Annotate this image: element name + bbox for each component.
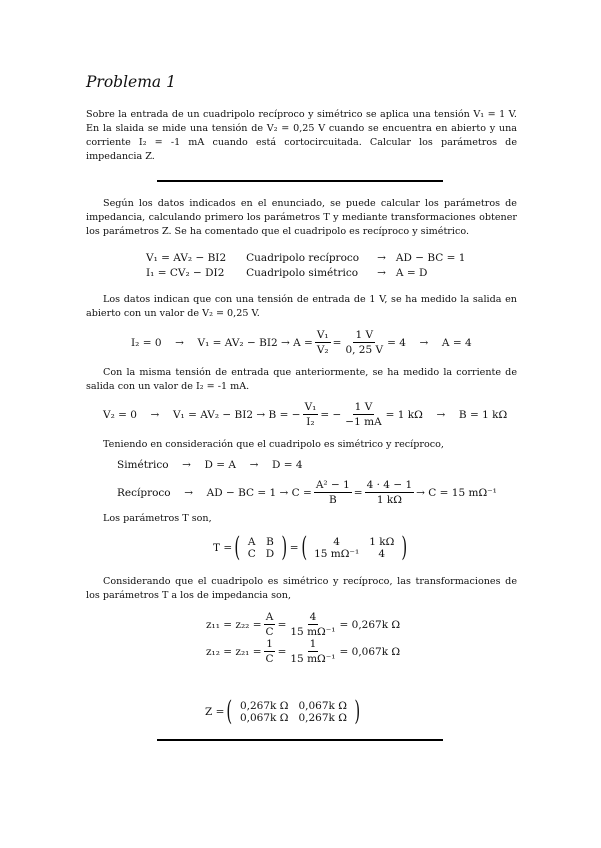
- equation-a: I₂ = 0 → V₁ = AV₂ − BI2 → A = $\frac{\text{V₁}}{\text{V₂}}$ = $\frac{1 V}{0, 25 V}$ = 4 → A = 4: [131, 329, 472, 356]
- equation-z12: z₁₂ = z₂₁ = $\frac{1}{C}$ = $\frac{1}{\text{15 mΩ⁻¹}}$ = 0,067k Ω: [206, 638, 401, 665]
- equation-row-2: I₁ = CV₂ − DI2 Cuadripolo simétrico → A = D: [146, 267, 428, 279]
- fraction: $\frac{1}{C}$: [265, 638, 274, 665]
- two-port-equations: [146, 251, 473, 281]
- equation-symmetric: Simétrico → D = A → D = 4: [117, 459, 303, 471]
- paragraph-consideration: Teniendo en consideración que el cuadripolo es simétrico y recíproco,: [103, 439, 444, 450]
- fraction: $\frac{1 V}{0, 25 V}$: [345, 329, 384, 356]
- paragraph-short-circuit: Con la misma tensión de entrada que anteriormente, se ha medido la corriente de salida con un valor de I₂ = -1 mA.: [86, 367, 517, 392]
- problem-title: Problema 1: [86, 73, 176, 91]
- paragraph-t-params: Los parámetros T son,: [103, 513, 212, 524]
- fraction: $\frac{4}{\text{15 mΩ⁻¹}}$: [290, 611, 336, 638]
- equation-reciprocal: Recíproco → AD − BC = 1 → C = $\frac{\text{A² − 1}}{B}$ = $\frac{4 \cdot 4 - 1}{1 k\Omega}$ → C = 15 mΩ⁻¹: [117, 479, 497, 506]
- equation-b: V₂ = 0 → V₁ = AV₂ − BI2 → B = − $\frac{\text{V₁}}{\text{I₂}}$ = − $\frac{1 V}{-1 mA}$ = 1 kΩ → B = 1 kΩ: [103, 401, 508, 428]
- equation-row-1: V₁ = AV₂ − BI2 Cuadripolo recíproco → AD − BC = 1: [146, 252, 466, 264]
- paragraph-intro: Según los datos indicados en el enunciado, se puede calcular los parámetros de impedancia, calculando primero los parámetros T y mediante transformaciones obtener los parámetros Z. Se ha comentado que el cuadripolo es recíproco y simétrico.: [86, 198, 517, 237]
- fraction: $\frac{\text{V₁}}{\text{I₂}}$: [304, 401, 317, 428]
- z-value-matrix: ( 0,267k Ω 0,067k Ω 0,067k Ω 0,267k Ω ): [226, 696, 361, 727]
- bottom-divider: [157, 739, 443, 741]
- value-matrix: ( 4 1 kΩ 15 mΩ⁻¹ 4 ): [300, 532, 408, 563]
- fraction: $\frac{\text{V₁}}{\text{V₂}}$: [316, 329, 329, 356]
- fraction: $\frac{4 \cdot 4 - 1}{1 k\Omega}$: [366, 479, 413, 506]
- paragraph-open-circuit: Los datos indican que con una tensión de entrada de 1 V, se ha medido la salida en abierto con un valor de V₂ = 0,25 V.: [86, 294, 517, 319]
- fraction: $\frac{\text{A² − 1}}{B}$: [315, 479, 350, 506]
- fraction: $\frac{A}{C}$: [265, 611, 274, 638]
- paragraph-transform: Considerando que el cuadripolo es simétrico y recíproco, las transformaciones de los parámetros T a los de impedancia son,: [86, 576, 517, 601]
- z-matrix-equation: Z = ( 0,267k Ω 0,067k Ω 0,067k Ω 0,267k Ω ): [205, 698, 362, 725]
- symbol-matrix: ( A B C D ): [234, 532, 288, 563]
- t-matrix-equation: T = ( A B C D ) = ( 4 1 kΩ 15 mΩ⁻¹ 4 ): [213, 534, 410, 561]
- top-divider: [157, 180, 443, 182]
- problem-statement: Sobre la entrada de un cuadripolo recíproco y simétrico se aplica una tensión V₁ = 1 V. En la slaida se mide una tensión de V₂ = 0,25 V cuando se encuentra en abierto y una corriente I₂ = -1 mA cuando está cortocircuitada. Calcular los parámetros de impedancia Z.: [86, 109, 517, 162]
- equation-z11: z₁₁ = z₂₂ = $\frac{A}{C}$ = $\frac{4}{\text{15 mΩ⁻¹}}$ = 0,267k Ω: [206, 611, 401, 638]
- fraction: $\frac{1 V}{-1 mA}$: [345, 401, 382, 428]
- fraction: $\frac{1}{\text{15 mΩ⁻¹}}$: [290, 638, 336, 665]
